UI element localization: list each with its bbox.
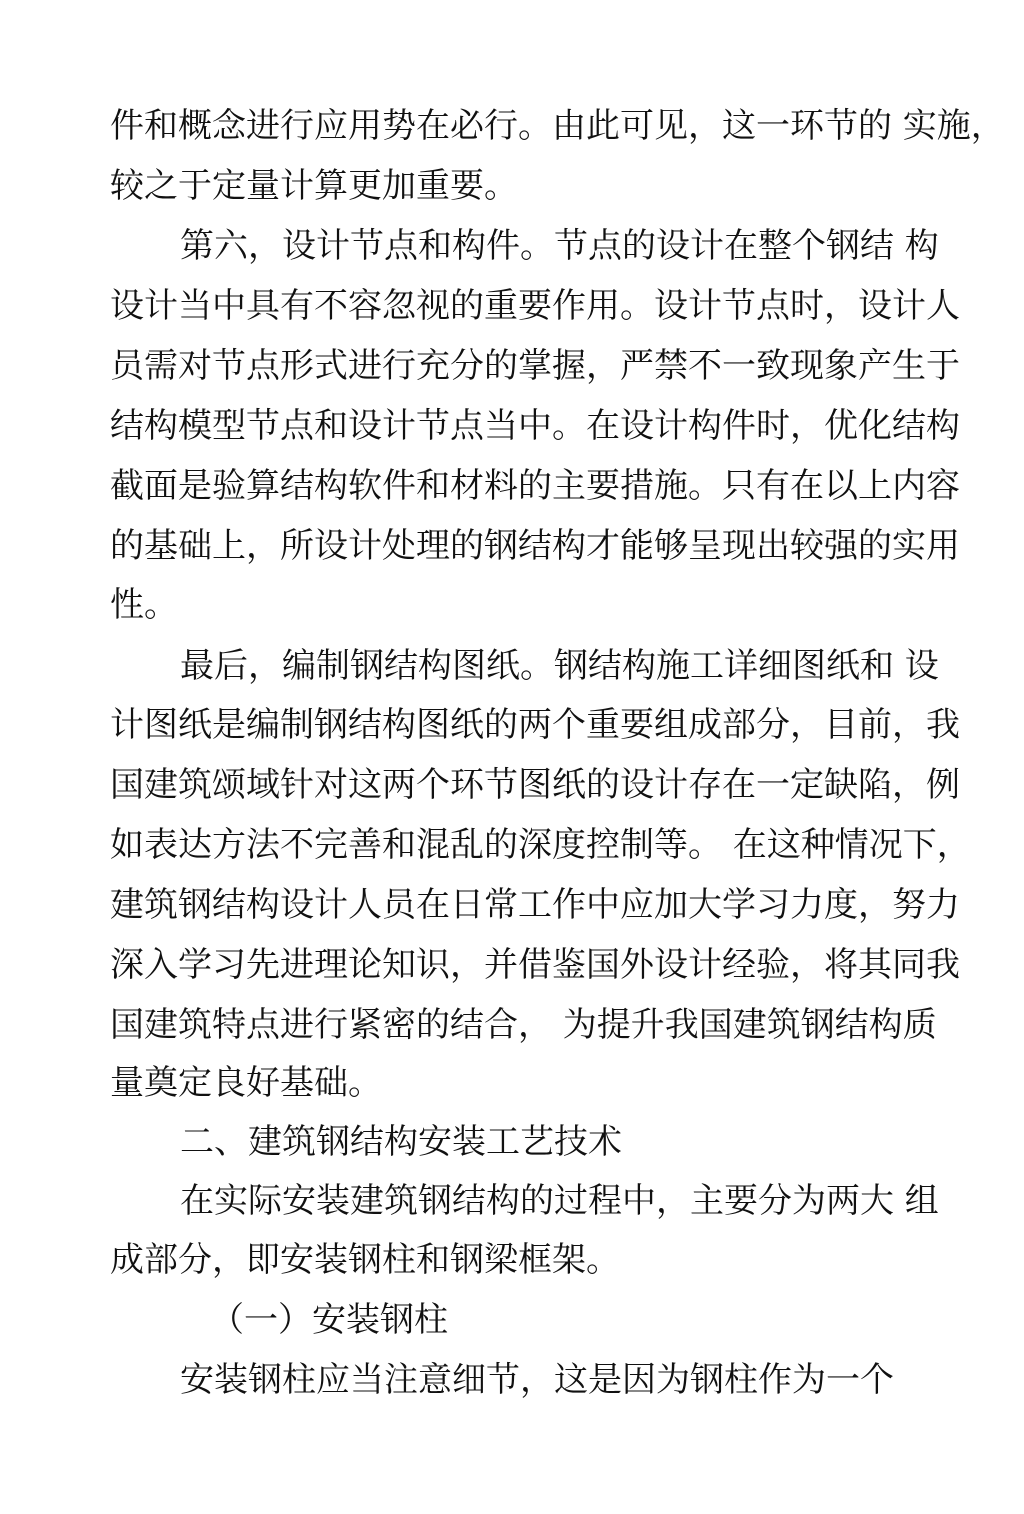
text-line-7: 截面是验算结构软件和材料的主要措施。只有在以上内容 — [110, 466, 960, 506]
text-line-15: 深入学习先进理论知识，并借鉴国外设计经验，将其同我 — [110, 945, 960, 985]
subsection-heading: （一）安装钢柱 — [210, 1300, 448, 1340]
text-line-11: 计图纸是编制钢结构图纸的两个重要组成部分，目前，我 — [110, 705, 960, 745]
section-heading: 二、建筑钢结构安装工艺技术 — [180, 1122, 622, 1162]
text-line-14: 建筑钢结构设计人员在日常工作中应加大学习力度，努力 — [110, 885, 960, 925]
text-line-5: 员需对节点形式进行充分的掌握，严禁不一致现象产生于 — [110, 346, 960, 386]
text-line-20: 成部分，即安装钢柱和钢梁框架。 — [110, 1240, 620, 1280]
text-line-12: 国建筑颂域针对这两个环节图纸的设计存在一定缺陷，例 — [110, 765, 960, 805]
text-line-2: 较之于定量计算更加重要。 — [110, 166, 518, 206]
text-line-16: 国建筑特点进行紧密的结合， 为提升我国建筑钢结构质 — [110, 1005, 937, 1045]
text-line-4: 设计当中具有不容忽视的重要作用。设计节点时，设计人 — [110, 286, 960, 326]
text-line-9: 性。 — [110, 585, 178, 625]
text-line-3: 第六，设计节点和构件。节点的设计在整个钢结 构 — [180, 226, 939, 266]
text-line-6: 结构模型节点和设计节点当中。在设计构件时，优化结构 — [110, 406, 960, 446]
text-line-17: 量奠定良好基础。 — [110, 1063, 382, 1103]
text-line-1: 件和概念进行应用势在必行。由此可见，这一环节的 实施， — [110, 106, 1005, 146]
text-line-10: 最后，编制钢结构图纸。钢结构施工详细图纸和 设 — [180, 646, 939, 686]
text-line-8: 的基础上，所设计处理的钢结构才能够呈现出较强的实用 — [110, 526, 960, 566]
text-line-19: 在实际安装建筑钢结构的过程中，主要分为两大 组 — [180, 1181, 939, 1221]
text-line-22: 安装钢柱应当注意细节，这是因为钢柱作为一个 — [180, 1360, 894, 1400]
text-line-13: 如表达方法不完善和混乱的深度控制等。 在这种情况下， — [110, 825, 971, 865]
